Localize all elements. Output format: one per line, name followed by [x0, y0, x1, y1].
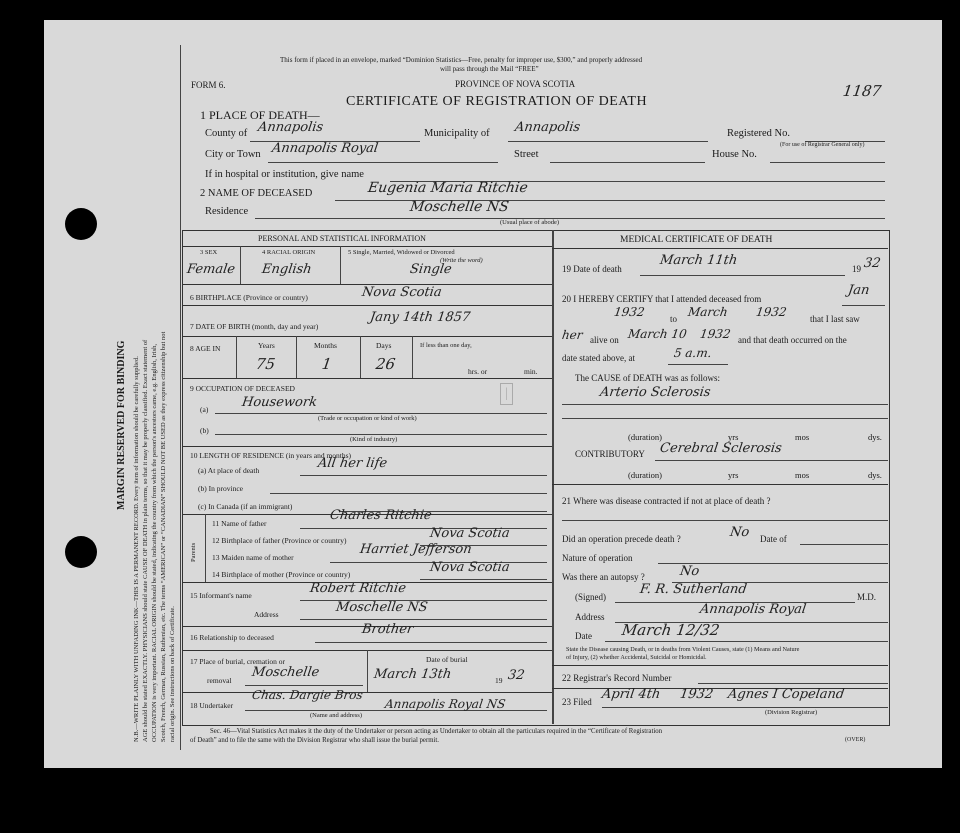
- death-year-value: 32: [862, 256, 882, 271]
- alive-value: March 10: [627, 327, 688, 341]
- physician-date-label: Date: [575, 631, 592, 641]
- margin-note-1: N.B.—WRITE PLAINLY WITH UNFADING INK—THIS IS A PERMANENT RECORD. Every item of information should be carefully supplied.: [133, 356, 140, 742]
- relationship-value: Brother: [360, 622, 415, 637]
- her-value: her: [561, 328, 584, 342]
- footer-sec-line-1: Sec. 46—Vital Statistics Act makes it the duty of the Undertaker or person acting as Undertaker to obtain all the particulars required in the “Certificate of Registration: [210, 728, 663, 735]
- street-label: Street: [514, 149, 539, 160]
- mos-label-2: mos: [795, 470, 810, 480]
- registrar-note: (For use of Registrar General only): [780, 142, 865, 148]
- lessday-label: If less than one day,: [420, 342, 472, 349]
- occupation-note: (Trade or occupation or kind of work): [318, 415, 417, 422]
- duration-label-1: (duration): [628, 432, 662, 442]
- attended-to-value: March: [687, 305, 729, 319]
- operation-value: No: [728, 525, 751, 540]
- res-at-place-value: All her life: [316, 456, 389, 471]
- burial-year-value: 32: [506, 668, 526, 683]
- hrs-label: hrs. or: [468, 367, 488, 376]
- deceased-name-label: 2 NAME OF DECEASED: [200, 188, 313, 199]
- occupation-value: Housework: [240, 395, 319, 410]
- birthplace-label: 6 BIRTHPLACE (Province or country): [190, 293, 308, 302]
- signed-label: (Signed): [575, 592, 606, 602]
- racial-label: 4 RACIAL ORIGIN: [262, 249, 316, 256]
- hospital-label: If in hospital or institution, give name: [205, 169, 364, 180]
- burial-date-value: March 13th: [372, 667, 453, 682]
- years-value: 75: [254, 355, 277, 373]
- informant-label: 15 Informant's name: [190, 591, 252, 600]
- occurred-label: and that death occurred on the: [738, 335, 847, 345]
- autopsy-label: Was there an autopsy ?: [562, 572, 645, 582]
- dob-value: Jany 14th 1857: [368, 310, 472, 325]
- father-birthplace-value: Nova Scotia: [428, 526, 511, 541]
- marital-label: 5 Single, Married, Widowed or Divorced: [348, 249, 455, 256]
- res-at-place-label: (a) At place of death: [198, 466, 260, 475]
- violent-note-1: State the Disease causing Death, or in deaths from Violent Causes, state (1) Means and Nature: [566, 646, 800, 653]
- alive-year: 1932: [699, 327, 732, 341]
- faint-stamp: |: [500, 383, 513, 405]
- page-title: CERTIFICATE OF REGISTRATION OF DEATH: [346, 94, 648, 109]
- industry-note: (Kind of industry): [350, 436, 398, 443]
- medical-heading: MEDICAL CERTIFICATE OF DEATH: [620, 235, 773, 245]
- to-label: to: [670, 314, 678, 324]
- yrs-label-1: yrs: [728, 432, 739, 442]
- relationship-label: 16 Relationship to deceased: [190, 633, 274, 642]
- division-registrar-value: Agnes I Copeland: [726, 687, 846, 702]
- racial-value: English: [260, 262, 313, 277]
- parents-label: Parents: [190, 542, 197, 562]
- last-saw-label: that I last saw: [810, 314, 860, 324]
- burial-date-label: Date of burial: [426, 655, 468, 664]
- physician-address-value: Annapolis Royal: [698, 602, 808, 617]
- occupation-label: 9 OCCUPATION OF DECEASED: [190, 384, 295, 393]
- registered-label: Registered No.: [727, 128, 790, 139]
- column-divider: [552, 230, 554, 724]
- province-heading: PROVINCE OF NOVA SCOTIA: [455, 79, 576, 89]
- burial-label: 17 Place of burial, cremation or: [190, 657, 285, 666]
- dys-label-1: dys.: [868, 432, 882, 442]
- footer-sec-line-2: of Death” and to file the same with the Division Registrar who shall issue the burial permit.: [190, 737, 439, 744]
- marital-note: (Write the word): [440, 257, 483, 264]
- envelope-note: This form if placed in an envelope, marked “Dominion Statistics—Free, penalty for improper use, $300,” and properly addressed: [280, 56, 643, 64]
- mother-birthplace-value: Nova Scotia: [428, 560, 511, 575]
- margin-note-5: racial origin. See instructions on back of Certificate.: [169, 606, 176, 742]
- residence-value: Moschelle NS: [408, 199, 510, 215]
- min-label: min.: [524, 367, 538, 376]
- age-label: 8 AGE IN: [190, 344, 221, 353]
- undertaker-address-value: Annapolis Royal NS: [384, 697, 507, 711]
- md-label: M.D.: [857, 592, 877, 602]
- months-value: 1: [320, 355, 333, 373]
- handwritten-number: 1187: [841, 82, 883, 100]
- informant-value: Robert Ritchie: [308, 581, 407, 596]
- contributory-label: CONTRIBUTORY: [575, 449, 645, 459]
- record-number-label: 22 Registrar's Record Number: [562, 673, 672, 683]
- contracted-label: 21 Where was disease contracted if not at place of death ?: [562, 496, 771, 506]
- margin-note-3: OCCUPATION is very important. RACIAL ORIGIN should be stated, indicating the country from which the person's ancestors came, e.g. English, Irish,: [151, 343, 158, 742]
- informant-address-value: Moschelle NS: [334, 600, 429, 615]
- footer-over: (OVER): [845, 737, 866, 743]
- mother-name-value: Harriet Jefferson: [358, 542, 473, 557]
- undertaker-label: 18 Undertaker: [190, 701, 234, 710]
- father-name-value: Charles Ritchie: [328, 508, 433, 523]
- mos-label-1: mos: [795, 432, 810, 442]
- sex-label: 3 SEX: [200, 249, 218, 256]
- county-value: Annapolis: [256, 120, 325, 135]
- physician-address-label: Address: [575, 612, 605, 622]
- operation-label: Did an operation precede death ?: [562, 534, 681, 544]
- place-of-death-label: 1 PLACE OF DEATH—: [200, 108, 320, 122]
- attended-to-year: 1932: [755, 305, 788, 319]
- filed-year: 1932: [678, 687, 715, 702]
- residence-length-label: 10 LENGTH OF RESIDENCE (in years and months): [190, 451, 352, 460]
- municipality-label: Municipality of: [424, 128, 490, 139]
- removal-label: removal: [207, 676, 232, 685]
- undertaker-value: Chas. Dargie Bros: [251, 688, 364, 702]
- physician-date-value: March 12/32: [620, 621, 721, 639]
- deceased-name-value: Eugenia Maria Ritchie: [366, 180, 529, 196]
- mother-birthplace-label: 14 Birthplace of mother (Province or country): [212, 570, 351, 579]
- envelope-note-2: will pass through the Mail “FREE”: [440, 65, 539, 73]
- duration-label-2: (duration): [628, 470, 662, 480]
- residence-note: (Usual place of abode): [500, 219, 560, 226]
- days-value: 26: [374, 355, 397, 373]
- attended-from-value: Jan: [846, 283, 871, 298]
- yrs-label-2: yrs: [728, 470, 739, 480]
- binding-margin-label: MARGIN RESERVED FOR BINDING: [116, 340, 127, 510]
- filed-value: April 4th: [600, 687, 662, 702]
- dob-label: 7 DATE OF BIRTH (month, day and year): [190, 322, 319, 331]
- father-birthplace-label: 12 Birthplace of father (Province or country): [212, 536, 347, 545]
- date-of-label: Date of: [760, 534, 787, 544]
- city-label: City or Town: [205, 149, 261, 160]
- burial-year-prefix: 19: [495, 676, 503, 685]
- city-value: Annapolis Royal: [270, 141, 380, 156]
- county-label: County of: [205, 128, 248, 139]
- date-stated-label: date stated above, at: [562, 353, 635, 363]
- house-label: House No.: [712, 149, 757, 160]
- signature-value: F. R. Sutherland: [638, 582, 748, 597]
- death-year-prefix: 19: [852, 264, 861, 274]
- form-number: FORM 6.: [191, 80, 226, 90]
- burial-place-value: Moschelle: [250, 665, 321, 680]
- father-name-label: 11 Name of father: [212, 519, 267, 528]
- nature-label: Nature of operation: [562, 553, 633, 563]
- autopsy-value: No: [678, 564, 701, 579]
- binding-hole-bottom: [65, 536, 97, 568]
- personal-heading: PERSONAL AND STATISTICAL INFORMATION: [258, 234, 426, 243]
- margin-note-4: Scotch, French, German, Russian, Ruthenian, etc. The terms “AMERICAN” or “CANADIAN” SHOULD NOT BE USED as they express citizenship but not: [160, 331, 167, 742]
- birthplace-value: Nova Scotia: [360, 285, 443, 300]
- dys-label-2: dys.: [868, 470, 882, 480]
- occupation-a: (a): [200, 405, 209, 414]
- months-label: Months: [314, 341, 337, 350]
- attended-from-year: 1932: [613, 305, 646, 319]
- sex-value: Female: [185, 262, 236, 277]
- certify-label: 20 I HEREBY CERTIFY that I attended deceased from: [562, 294, 762, 304]
- time-of-death-value: 5 a.m.: [673, 346, 713, 360]
- alive-label: alive on: [590, 335, 619, 345]
- binding-hole-top: [65, 208, 97, 240]
- municipality-value: Annapolis: [513, 120, 582, 135]
- division-note: (Division Registrar): [765, 709, 818, 716]
- margin-rule: [180, 45, 181, 750]
- filed-label: 23 Filed: [562, 697, 592, 707]
- death-date-label: 19 Date of death: [562, 264, 622, 274]
- cause-label: The CAUSE of DEATH was as follows:: [575, 373, 720, 383]
- res-province-label: (b) In province: [198, 484, 243, 493]
- years-label: Years: [258, 341, 275, 350]
- undertaker-note: (Name and address): [310, 712, 362, 719]
- res-canada-label: (c) In Canada (if an immigrant): [198, 502, 293, 511]
- death-date-value: March 11th: [658, 253, 739, 268]
- cause-value: Arterio Sclerosis: [598, 385, 712, 400]
- contributory-value: Cerebral Sclerosis: [658, 441, 783, 456]
- days-label: Days: [376, 341, 392, 350]
- margin-note-2: AGE should be stated EXACTLY. PHYSICIANS should state CAUSE OF DEATH in plain terms, so that it may be properly classified. Exact statement of: [142, 339, 149, 742]
- occupation-b: (b): [200, 426, 209, 435]
- mother-name-label: 13 Maiden name of mother: [212, 553, 294, 562]
- residence-label: Residence: [205, 206, 249, 217]
- violent-note-2: of Injury, (2) whether Accidental, Suicidal or Homicidal.: [566, 654, 707, 661]
- informant-address-label: Address: [254, 610, 279, 619]
- marital-value: Single: [408, 262, 453, 277]
